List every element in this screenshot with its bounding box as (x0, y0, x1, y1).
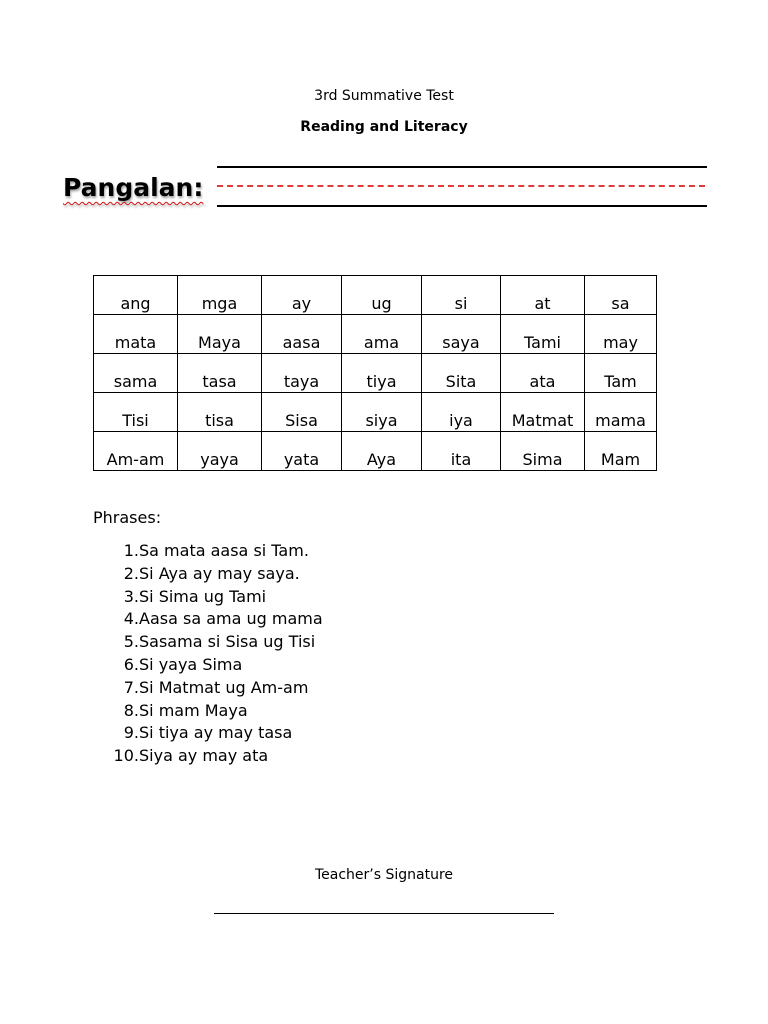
word: Sisa (285, 411, 318, 430)
word: may (603, 333, 638, 352)
word: Tami (524, 333, 561, 352)
table-row (94, 393, 657, 432)
phrase-number: 2. (123, 563, 139, 583)
word: ata (529, 372, 556, 391)
list-item (96, 586, 323, 609)
table-cell (342, 354, 422, 393)
list-item (96, 745, 323, 768)
table-row (94, 354, 657, 393)
table-cell (262, 393, 342, 432)
table-cell (501, 354, 585, 393)
table-cell (262, 276, 342, 315)
table-cell (501, 432, 585, 471)
table-cell (501, 276, 585, 315)
table-cell (178, 315, 262, 354)
word: Am-am (106, 450, 165, 469)
word: Sima (522, 450, 563, 469)
signature-label: Teacher’s Signature (314, 867, 454, 883)
word: ama (363, 333, 400, 352)
table-cell (178, 432, 262, 471)
table-cell (262, 432, 342, 471)
document-subtitle: Reading and Literacy (300, 119, 468, 135)
word: ay (291, 294, 312, 313)
table-cell (585, 393, 657, 432)
signature-line (214, 913, 554, 914)
phrase-text: Si yaya Sima (139, 654, 243, 674)
word-table (93, 275, 657, 471)
word: tasa (202, 372, 237, 391)
name-label: Pangalan: (63, 173, 204, 202)
word: tiya (366, 372, 397, 391)
word: saya (442, 333, 480, 352)
phrase-text: Si Sima ug Tami (139, 586, 267, 606)
word: tisa (205, 411, 234, 430)
phrase-text: Si Matmat ug Am-am (139, 677, 309, 697)
phrase-text: Sa mata aasa si Tam. (139, 541, 309, 560)
table-cell (422, 276, 501, 315)
table-cell (178, 354, 262, 393)
table-row (94, 276, 657, 315)
phrase-number: 8. (123, 700, 139, 720)
word: siya (365, 411, 398, 430)
table-cell (94, 354, 178, 393)
word: ang (120, 294, 151, 313)
word: aasa (282, 333, 321, 352)
word: mata (114, 333, 157, 352)
word: Aya (366, 450, 397, 469)
table-cell (501, 393, 585, 432)
phrase-text: Si Aya ay may saya. (139, 563, 300, 583)
name-line-bottom (217, 205, 707, 207)
list-item (96, 700, 323, 723)
word: yata (283, 450, 320, 469)
table-cell (342, 276, 422, 315)
phrases-label: Phrases: (93, 508, 162, 527)
table-cell (178, 276, 262, 315)
table-cell (342, 432, 422, 471)
word: iya (449, 411, 473, 430)
table-cell (422, 393, 501, 432)
list-item (96, 563, 323, 586)
list-item (96, 608, 323, 631)
word: ita (450, 450, 472, 469)
table-cell (94, 432, 178, 471)
phrase-number: 10. (113, 746, 139, 766)
table-cell (585, 354, 657, 393)
phrase-text: Aasa sa ama ug mama (139, 609, 323, 629)
table-cell (501, 315, 585, 354)
word: Sita (445, 372, 477, 391)
table-cell (178, 393, 262, 432)
table-cell (422, 315, 501, 354)
table-cell (342, 393, 422, 432)
phrase-text: Si mam Maya (139, 700, 248, 720)
list-item (96, 631, 323, 654)
table-cell (585, 432, 657, 471)
word: Tam (604, 372, 637, 391)
word: si (454, 294, 468, 313)
table-cell (422, 354, 501, 393)
phrase-text: Si tiya ay may tasa (139, 723, 293, 743)
word: at (534, 294, 551, 313)
word: yaya (200, 450, 239, 469)
word: taya (283, 372, 320, 391)
word: mga (201, 294, 238, 313)
list-item (96, 654, 323, 677)
word: sama (113, 372, 158, 391)
phrase-text: Sasama si Sisa ug Tisi (139, 632, 316, 652)
word: Mam (600, 450, 641, 469)
word: sa (611, 294, 630, 313)
table-cell (262, 354, 342, 393)
phrase-list (96, 540, 323, 768)
word: mama (595, 411, 646, 430)
list-item (96, 677, 323, 700)
list-item (96, 540, 323, 563)
table-row (94, 432, 657, 471)
phrase-number: 3. (123, 586, 139, 606)
table-cell (342, 315, 422, 354)
word: Matmat (511, 411, 574, 430)
document-title: 3rd Summative Test (314, 88, 454, 104)
table-cell (94, 315, 178, 354)
word: ug (371, 294, 392, 313)
phrase-number: 4. (123, 609, 139, 629)
phrase-number: 1. (123, 541, 139, 560)
name-line-dashed (217, 185, 705, 187)
phrase-number: 5. (123, 632, 139, 652)
name-line-top (217, 166, 707, 168)
table-cell (585, 315, 657, 354)
table-cell (262, 315, 342, 354)
phrase-number: 9. (123, 723, 139, 743)
list-item (96, 722, 323, 745)
table-cell (94, 393, 178, 432)
table-cell (422, 432, 501, 471)
word: Maya (198, 333, 241, 352)
table-cell (94, 276, 178, 315)
phrase-number: 6. (123, 654, 139, 674)
phrase-text: Siya ay may ata (139, 746, 269, 766)
table-row (94, 315, 657, 354)
word: Tisi (122, 411, 149, 430)
phrase-number: 7. (123, 677, 139, 697)
table-cell (585, 276, 657, 315)
